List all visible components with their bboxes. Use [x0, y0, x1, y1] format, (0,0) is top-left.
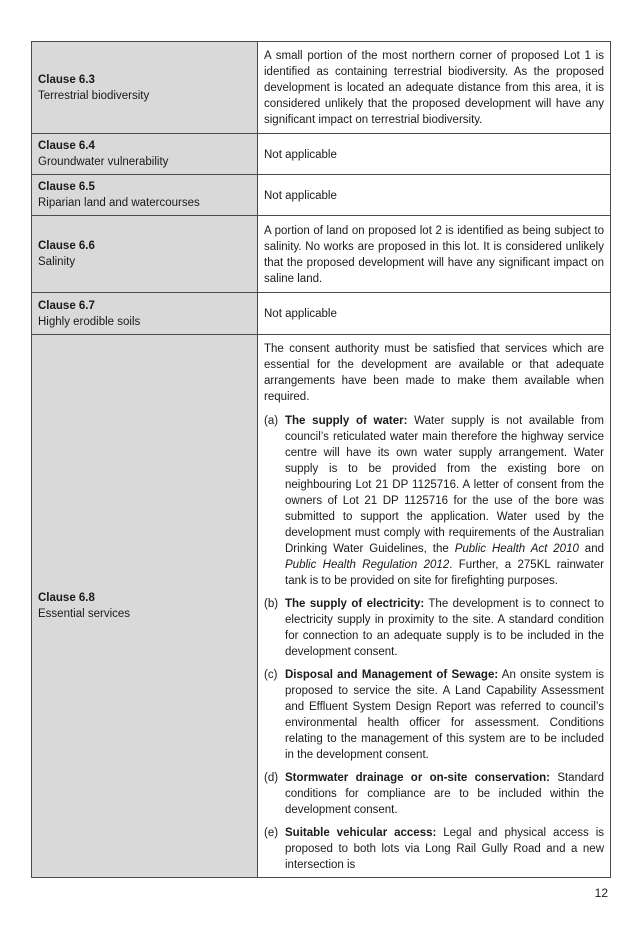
clause-number: Clause 6.4 — [38, 140, 95, 152]
page-number: 12 — [594, 886, 608, 900]
clause-number: Clause 6.7 — [38, 299, 95, 312]
clause-number: Clause 6.5 — [38, 181, 95, 193]
item-heading: Stormwater drainage or on-site conservation: — [285, 772, 551, 784]
essential-services-intro: The consent authority must be satisfied that services which are essential for the development are available or that adequate arrangements have been made to make them available when required. — [264, 343, 604, 403]
item-heading: Suitable vehicular access: — [285, 827, 437, 839]
clause-title: Highly erodible soils — [38, 315, 141, 328]
table-row — [32, 216, 611, 293]
clause-content-cell — [258, 293, 611, 335]
clause-content-cell — [258, 216, 611, 293]
clause-title: Salinity — [38, 256, 76, 268]
clause-label-cell — [32, 293, 258, 335]
item-heading: The supply of electricity: — [285, 598, 425, 610]
list-marker: (d) — [264, 772, 279, 784]
list-item: (a) The supply of water: Water supply is not available from council’s reticulated water main therefore the highway service centre will have its own water supply arrangement. Water supply is to be provided from the existing bore on neighbouring Lot 21 DP 1125716. A letter of consent from the owners of Lot 21 DP 1125716 for the use of the bore was submitted to support the application. Water used by the development must comply with requirements of the Australian Drinking Water Guidelines, the Public Health Act 2010 and Public Health Regulation 2012. Further, a 275KL rainwater tank is to be provided on site for firefighting purposes. — [264, 415, 605, 587]
clause-content-cell — [258, 335, 611, 878]
clause-title: Riparian land and watercourses — [38, 197, 200, 209]
clause-text: Not applicable — [264, 308, 337, 320]
clause-text: Not applicable — [264, 148, 337, 161]
list-marker: (b) — [264, 598, 279, 610]
clause-text: A portion of land on proposed lot 2 is identified as being subject to salinity. No works are proposed in this lot. It is considered unlikely that the proposed development will have any significant impact on saline land. — [264, 224, 604, 285]
clause-content-cell — [258, 42, 611, 134]
table-row — [32, 175, 611, 216]
clause-label-cell — [32, 335, 258, 878]
clause-title: Essential services — [38, 608, 131, 620]
regulation-title: Public Health Regulation 2012 — [285, 559, 450, 571]
clause-label-cell — [32, 216, 258, 293]
clause-content-cell — [258, 175, 611, 216]
clause-label-cell — [32, 42, 258, 134]
clause-number: Clause 6.3 — [38, 73, 95, 86]
table-row — [32, 134, 611, 175]
clause-title: Groundwater vulnerability — [38, 156, 169, 168]
table-row — [32, 42, 611, 134]
clause-number: Clause 6.8 — [38, 592, 95, 604]
clause-number: Clause 6.6 — [38, 240, 95, 252]
clause-text: A small portion of the most northern corner of proposed Lot 1 is identified as containing terrestrial biodiversity. As the proposed development is located an adequate distance from this area, it is considered unlikely that the proposed development will have any significant impact on terrestrial biodiversity. — [264, 50, 604, 126]
table-row — [32, 335, 611, 878]
item-heading: The supply of water: — [285, 415, 408, 427]
clause-table — [31, 41, 611, 878]
essential-services-list — [264, 413, 604, 873]
act-title: Public Health Act 2010 — [454, 543, 579, 555]
list-item: (c) Disposal and Management of Sewage: An onsite system is proposed to service the site. A Land Capability Assessment and Effluent System Design Report was referred to council’s environmental health officer for assessment. Conditions relating to the management of this system are to be included in the development consent. — [264, 669, 604, 761]
clause-label-cell — [32, 134, 258, 175]
clause-content-cell — [258, 134, 611, 175]
table-row — [32, 293, 611, 335]
list-marker: (a) — [264, 415, 279, 427]
item-heading: Disposal and Management of Sewage: — [285, 669, 499, 681]
clause-title: Terrestrial biodiversity — [38, 89, 150, 102]
list-item: (b) The supply of electricity: The development is to connect to electricity supply in proximity to the site. A standard condition for connection to an adequate supply is to be included in the development consent. — [264, 598, 604, 658]
clause-label-cell — [32, 175, 258, 216]
list-marker: (c) — [264, 669, 278, 681]
list-item: (d) Stormwater drainage or on-site conservation: Standard conditions for compliance are to be included within the development consent. — [264, 772, 604, 816]
list-item: (e) Suitable vehicular access: Legal and physical access is proposed to both lots via Long Rail Gully Road and a new intersection is — [264, 827, 604, 871]
clause-text: Not applicable — [264, 189, 337, 202]
list-marker: (e) — [264, 827, 279, 839]
